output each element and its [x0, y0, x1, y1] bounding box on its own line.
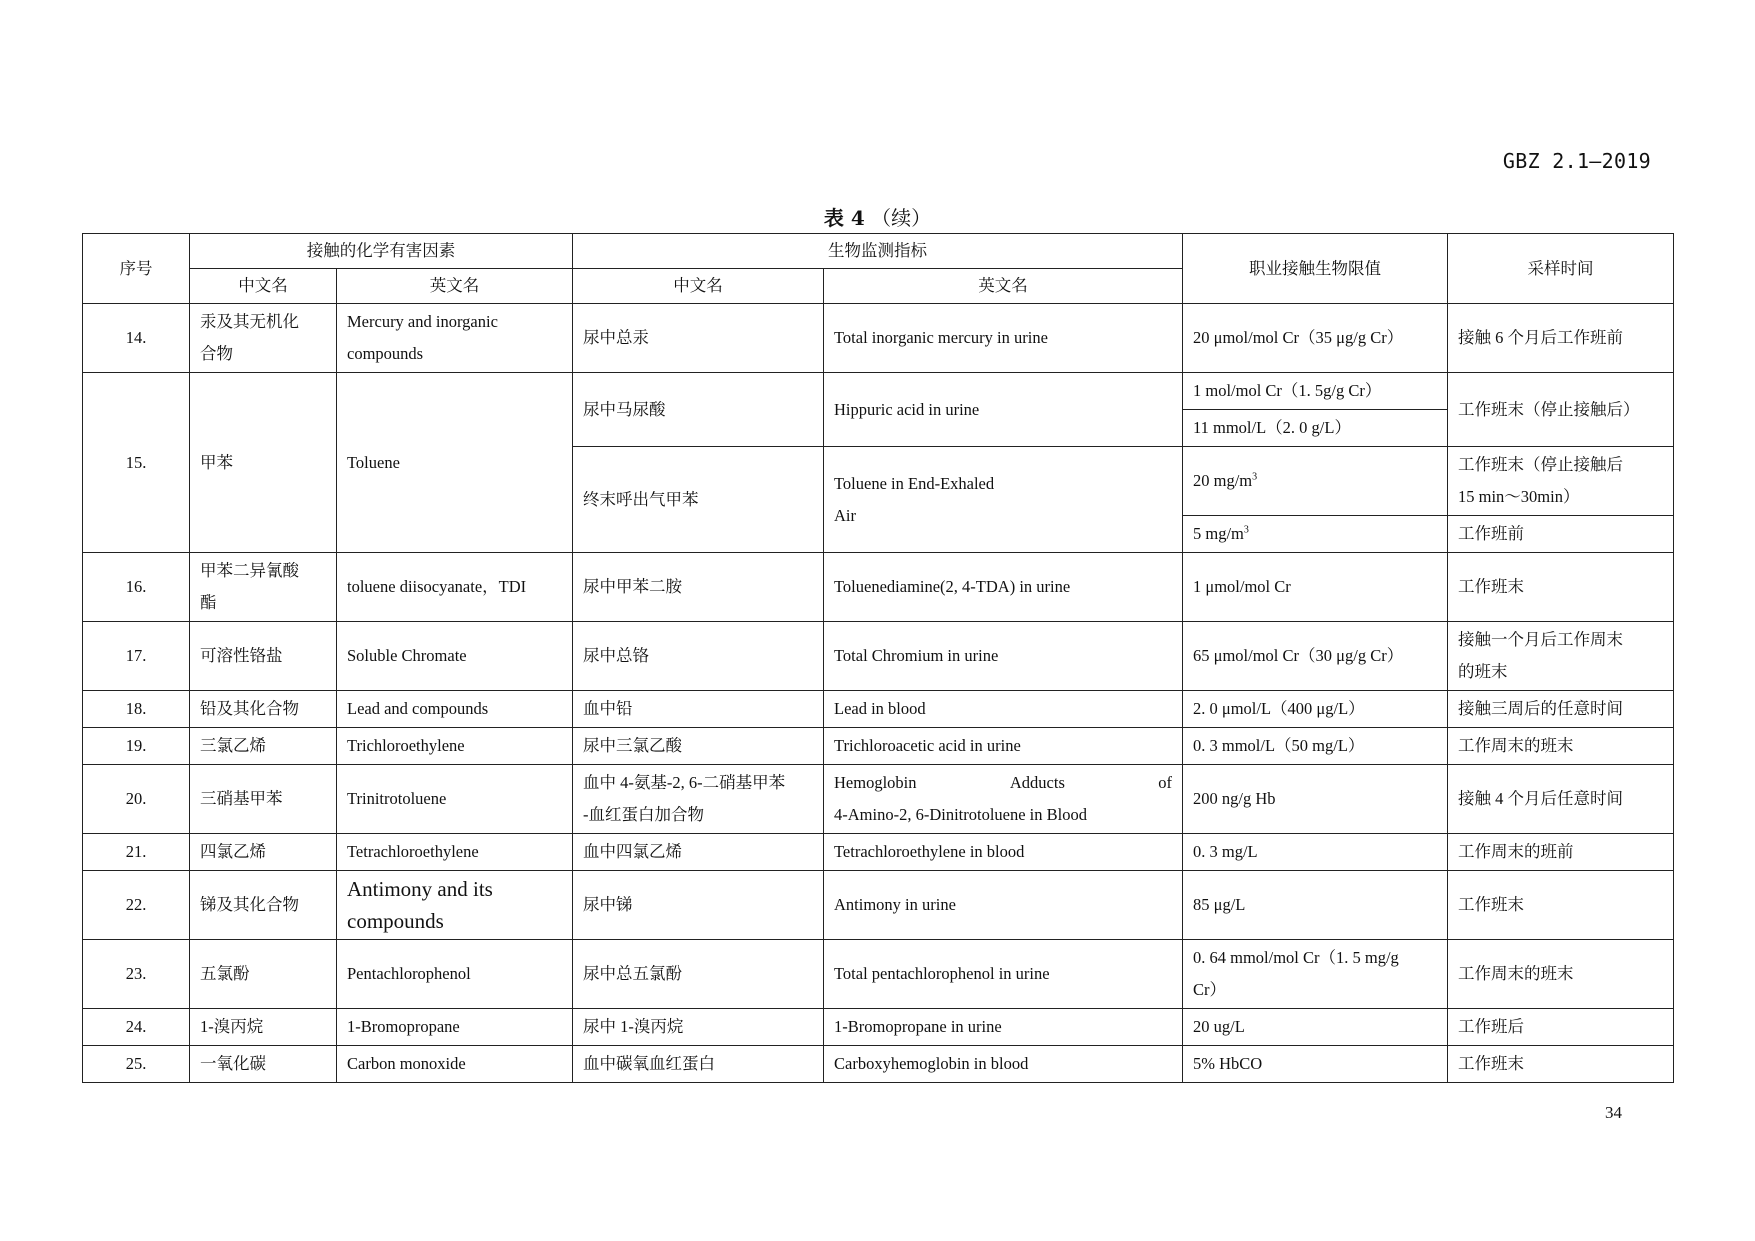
sampling-time: 接触 6 个月后工作班前 [1448, 304, 1674, 373]
limit-value: 11 mmol/L（2. 0 g/L） [1183, 410, 1448, 447]
table-label: 表 4 [823, 206, 865, 230]
indicator-cn: 尿中马尿酸 [573, 373, 824, 447]
header-factor-en: 英文名 [337, 269, 573, 304]
indicator-cn: 血中四氯乙烯 [573, 834, 824, 871]
indicator-en: 1-Bromopropane in urine [824, 1009, 1183, 1046]
sampling-time: 工作班末 [1448, 871, 1674, 940]
table-row [83, 373, 1674, 410]
factor-cn: 三氯乙烯 [190, 728, 337, 765]
sampling-time: 工作班末 [1448, 1046, 1674, 1083]
row-number: 15. [83, 373, 190, 553]
factor-cn: 汞及其无机化 合物 [190, 304, 337, 373]
table-row [83, 728, 1674, 765]
table-row [83, 940, 1674, 1009]
factor-cn: 五氯酚 [190, 940, 337, 1009]
table-row [83, 1046, 1674, 1083]
row-number: 22. [83, 871, 190, 940]
indicator-en: Total Chromium in urine [824, 622, 1183, 691]
table-row [83, 691, 1674, 728]
row-number: 21. [83, 834, 190, 871]
header-factor: 接触的化学有害因素 [190, 234, 573, 269]
row-number: 25. [83, 1046, 190, 1083]
indicator-cn: 血中铅 [573, 691, 824, 728]
factor-en: Antimony and its compounds [337, 871, 573, 940]
sampling-time: 工作班末（停止接触后） [1448, 373, 1674, 447]
table-row [83, 834, 1674, 871]
row-number: 18. [83, 691, 190, 728]
indicator-cn: 尿中总五氯酚 [573, 940, 824, 1009]
indicator-en: Antimony in urine [824, 871, 1183, 940]
limit-value: 0. 3 mg/L [1183, 834, 1448, 871]
factor-en: Toluene [337, 373, 573, 553]
sampling-time: 工作周末的班前 [1448, 834, 1674, 871]
header-ind-en: 英文名 [824, 269, 1183, 304]
table-row [83, 622, 1674, 691]
indicator-en: Carboxyhemoglobin in blood [824, 1046, 1183, 1083]
factor-cn: 四氯乙烯 [190, 834, 337, 871]
factor-en: Carbon monoxide [337, 1046, 573, 1083]
header-ind-cn: 中文名 [573, 269, 824, 304]
table-caption [0, 202, 1755, 231]
factor-cn: 铅及其化合物 [190, 691, 337, 728]
table-row [83, 304, 1674, 373]
row-number: 14. [83, 304, 190, 373]
limit-value: 2. 0 μmol/L（400 μg/L） [1183, 691, 1448, 728]
limit-value: 0. 64 mmol/mol Cr（1. 5 mg/g Cr） [1183, 940, 1448, 1009]
indicator-en: Trichloroacetic acid in urine [824, 728, 1183, 765]
table-row [83, 1009, 1674, 1046]
factor-en: Pentachlorophenol [337, 940, 573, 1009]
sampling-time: 工作班前 [1448, 516, 1674, 553]
indicator-cn: 尿中锑 [573, 871, 824, 940]
row-number: 17. [83, 622, 190, 691]
row-number: 20. [83, 765, 190, 834]
sampling-time: 工作周末的班末 [1448, 940, 1674, 1009]
header-limit: 职业接触生物限值 [1183, 234, 1448, 304]
factor-cn: 甲苯二异氰酸 酯 [190, 553, 337, 622]
limit-value: 1 μmol/mol Cr [1183, 553, 1448, 622]
factor-en: Trinitrotoluene [337, 765, 573, 834]
header-indicator: 生物监测指标 [573, 234, 1183, 269]
factor-en: toluene diisocyanate，TDI [337, 553, 573, 622]
indicator-en: Lead in blood [824, 691, 1183, 728]
limit-value: 20 μmol/mol Cr（35 μg/g Cr） [1183, 304, 1448, 373]
factor-cn: 甲苯 [190, 373, 337, 553]
indicator-cn: 尿中三氯乙酸 [573, 728, 824, 765]
factor-cn: 三硝基甲苯 [190, 765, 337, 834]
table-row [83, 765, 1674, 834]
table-continued: （续） [871, 206, 932, 230]
table-row [83, 871, 1674, 940]
factor-en: Lead and compounds [337, 691, 573, 728]
limit-value: 200 ng/g Hb [1183, 765, 1448, 834]
sampling-time: 接触 4 个月后任意时间 [1448, 765, 1674, 834]
factor-cn: 1-溴丙烷 [190, 1009, 337, 1046]
limit-value: 0. 3 mmol/L（50 mg/L） [1183, 728, 1448, 765]
indicator-cn: 尿中总铬 [573, 622, 824, 691]
sampling-time: 工作班末 [1448, 553, 1674, 622]
indicator-en: Toluenediamine(2, 4-TDA) in urine [824, 553, 1183, 622]
factor-en: Trichloroethylene [337, 728, 573, 765]
row-number: 16. [83, 553, 190, 622]
sampling-time: 工作班后 [1448, 1009, 1674, 1046]
header-time: 采样时间 [1448, 234, 1674, 304]
indicator-cn: 尿中 1-溴丙烷 [573, 1009, 824, 1046]
row-number: 19. [83, 728, 190, 765]
factor-cn: 一氧化碳 [190, 1046, 337, 1083]
factor-cn: 锑及其化合物 [190, 871, 337, 940]
header-factor-cn: 中文名 [190, 269, 337, 304]
limit-value: 5 $mg/m^3$ [1183, 516, 1448, 553]
indicator-en: Hippuric acid in urine [824, 373, 1183, 447]
limit-value: 5% HbCO [1183, 1046, 1448, 1083]
indicator-en: Hemoglobin Adducts of 4-Amino-2, 6-Dinitrotoluene in Blood [824, 765, 1183, 834]
row-number: 24. [83, 1009, 190, 1046]
header-seq: 序号 [83, 234, 190, 304]
row-number: 23. [83, 940, 190, 1009]
factor-cn: 可溶性铬盐 [190, 622, 337, 691]
indicator-en: Tetrachloroethylene in blood [824, 834, 1183, 871]
page-number: 34 [1605, 1103, 1622, 1122]
biological-limits-table [82, 233, 1674, 1083]
indicator-en: Total inorganic mercury in urine [824, 304, 1183, 373]
document-code: GBZ 2.1—2019 [1502, 149, 1651, 173]
factor-en: Mercury and inorganic compounds [337, 304, 573, 373]
indicator-cn: 血中碳氧血红蛋白 [573, 1046, 824, 1083]
table-row [83, 553, 1674, 622]
limit-value: 20 $mg/m^3$ [1183, 447, 1448, 516]
header-row-1 [83, 234, 1674, 269]
sampling-time: 工作班末（停止接触后 15 min～30min） [1448, 447, 1674, 516]
limit-value: 20 ug/L [1183, 1009, 1448, 1046]
indicator-cn: 尿中甲苯二胺 [573, 553, 824, 622]
indicator-cn: 尿中总汞 [573, 304, 824, 373]
sampling-time: 接触一个月后工作周末 的班末 [1448, 622, 1674, 691]
factor-en: Tetrachloroethylene [337, 834, 573, 871]
sampling-time: 工作周末的班末 [1448, 728, 1674, 765]
sampling-time: 接触三周后的任意时间 [1448, 691, 1674, 728]
limit-value: 1 mol/mol Cr（1. 5g/g Cr） [1183, 373, 1448, 410]
factor-en: Soluble Chromate [337, 622, 573, 691]
factor-en: 1-Bromopropane [337, 1009, 573, 1046]
indicator-en: Toluene in End-Exhaled Air [824, 447, 1183, 553]
indicator-en: Total pentachlorophenol in urine [824, 940, 1183, 1009]
limit-value: 85 μg/L [1183, 871, 1448, 940]
indicator-cn: 血中 4-氨基-2, 6-二硝基甲苯 -血红蛋白加合物 [573, 765, 824, 834]
indicator-cn: 终末呼出气甲苯 [573, 447, 824, 553]
limit-value: 65 μmol/mol Cr（30 μg/g Cr） [1183, 622, 1448, 691]
